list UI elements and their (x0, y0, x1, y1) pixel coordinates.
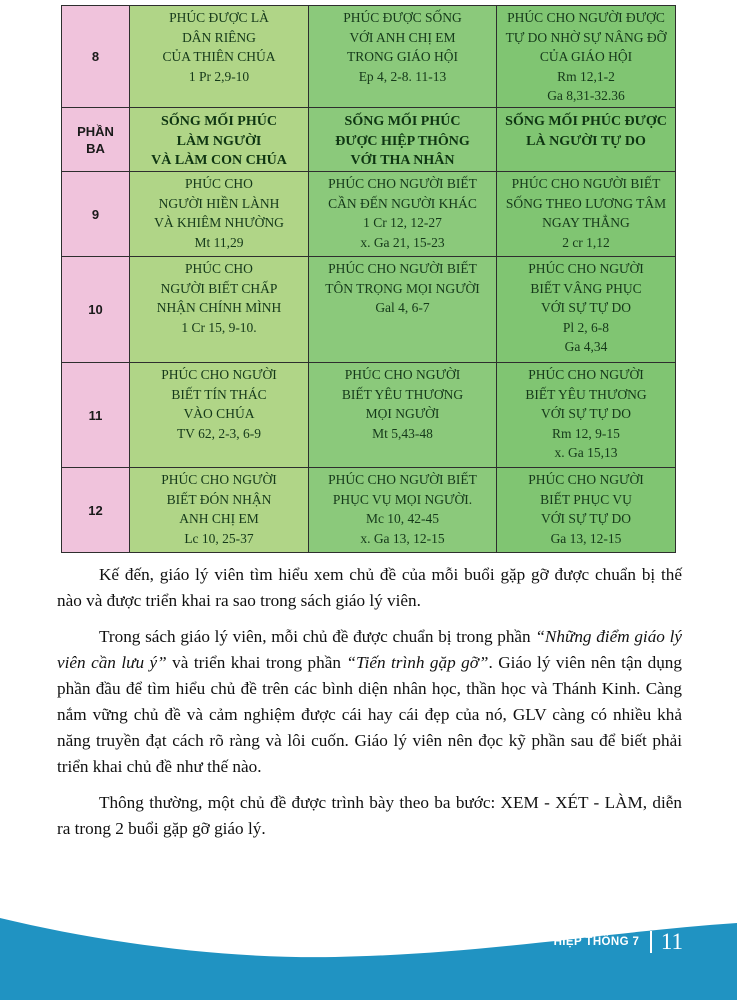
table-cell: PHÚC ĐƯỢC SỐNG VỚI ANH CHỊ EM TRONG GIÁO HỘI Ep 4, 2-8. 11-13 (309, 6, 497, 108)
row-label: 9 (62, 172, 130, 257)
table-cell: PHÚC CHO NGƯỜI BIẾT CẦN ĐẾN NGƯỜI KHÁC 1 Cr 12, 12-27 x. Ga 21, 15-23 (309, 172, 497, 257)
table-cell: PHÚC CHO NGƯỜI BIẾT SỐNG THEO LƯƠNG TÂM NGAY THẲNG 2 cr 1,12 (497, 172, 676, 257)
row-label: 8 (62, 6, 130, 108)
table-cell: SỐNG MỐI PHÚC ĐƯỢC HIỆP THÔNG VỚI THA NHÂN (309, 108, 497, 172)
table-cell: PHÚC CHO NGƯỜI BIẾT PHỤC VỤ MỌI NGƯỜI. Mc 10, 42-45 x. Ga 13, 12-15 (309, 468, 497, 553)
row-label: 11 (62, 363, 130, 468)
beatitudes-table (61, 5, 676, 553)
table-cell: PHÚC CHO NGƯỜI BIẾT VÂNG PHỤC VỚI SỰ TỰ DO Pl 2, 6-8 Ga 4,34 (497, 257, 676, 363)
italic-text-segment: “Tiến trình gặp gỡ” (346, 653, 489, 672)
paragraph (57, 790, 682, 842)
table-body (62, 6, 676, 553)
journal-title: HIỆP THÔNG 7 (553, 935, 640, 948)
page-body-text (57, 562, 682, 852)
row-label: 10 (62, 257, 130, 363)
text-segment: . Giáo lý viên nên tận dụng phần đầu để tìm hiểu chủ đề trên các bình diện nhân học, thần học và Thánh Kinh. Càng nắm vững chủ đề và cảm nghiệm được cái hay cái đẹp của nó, GLV càng có nhiều khả năng truyền đạt cách rõ ràng và lôi cuốn. Giáo lý viên nên đọc kỹ phần sau để biết phải triển khai chủ đề như thế nào. (57, 653, 682, 776)
table-cell: SỐNG MỐI PHÚC LÀM NGƯỜI VÀ LÀM CON CHÚA (130, 108, 309, 172)
table-cell: PHÚC CHO NGƯỜI ĐƯỢC TỰ DO NHỜ SỰ NÂNG ĐỠ CỦA GIÁO HỘI Rm 12,1-2 Ga 8,31-32.36 (497, 6, 676, 108)
table-cell: PHÚC CHO NGƯỜI HIỀN LÀNH VÀ KHIÊM NHƯỜNG Mt 11,29 (130, 172, 309, 257)
table-cell: PHÚC CHO NGƯỜI BIẾT YÊU THƯƠNG VỚI SỰ TỰ DO Rm 12, 9-15 x. Ga 15,13 (497, 363, 676, 468)
text-segment: và triển khai trong phần (166, 653, 347, 672)
paragraph (57, 562, 682, 614)
italic-text-segment: “Những điểm giáo lý viên cần lưu ý” (57, 627, 682, 672)
table-cell: PHÚC CHO NGƯỜI BIẾT CHẤP NHẬN CHÍNH MÌNH 1 Cr 15, 9-10. (130, 257, 309, 363)
table-cell: PHÚC CHO NGƯỜI BIẾT ĐÓN NHẬN ANH CHỊ EM Lc 10, 25-37 (130, 468, 309, 553)
footer-separator-bar (650, 931, 652, 953)
page-footer (0, 900, 737, 1000)
row-label: 12 (62, 468, 130, 553)
table-cell: PHÚC ĐƯỢC LÀ DÂN RIÊNG CỦA THIÊN CHÚA 1 Pr 2,9-10 (130, 6, 309, 108)
text-segment: Thông thường, một chủ đề được trình bày theo ba bước: XEM - XÉT - LÀM, diễn ra trong 2 buổi gặp gỡ giáo lý. (57, 793, 682, 838)
row-label: PHẦN BA (62, 108, 130, 172)
text-segment: Trong sách giáo lý viên, mỗi chủ đề được chuẩn bị trong phần (99, 627, 536, 646)
footer-text (554, 930, 683, 953)
paragraph (57, 624, 682, 780)
page-number: 11 (660, 929, 683, 954)
text-segment: Kế đến, giáo lý viên tìm hiểu xem chủ đề của mỗi buổi gặp gỡ được chuẩn bị thế nào và được triển khai ra sao trong sách giáo lý viên. (57, 565, 682, 610)
table-cell: PHÚC CHO NGƯỜI BIẾT TÍN THÁC VÀO CHÚA TV 62, 2-3, 6-9 (130, 363, 309, 468)
table-cell: PHÚC CHO NGƯỜI BIẾT PHỤC VỤ VỚI SỰ TỰ DO Ga 13, 12-15 (497, 468, 676, 553)
table-cell: PHÚC CHO NGƯỜI BIẾT YÊU THƯƠNG MỌI NGƯỜI Mt 5,43-48 (309, 363, 497, 468)
table-cell: PHÚC CHO NGƯỜI BIẾT TÔN TRỌNG MỌI NGƯỜI Gal 4, 6-7 (309, 257, 497, 363)
table-cell: SỐNG MỐI PHÚC ĐƯỢC LÀ NGƯỜI TỰ DO (497, 108, 676, 172)
